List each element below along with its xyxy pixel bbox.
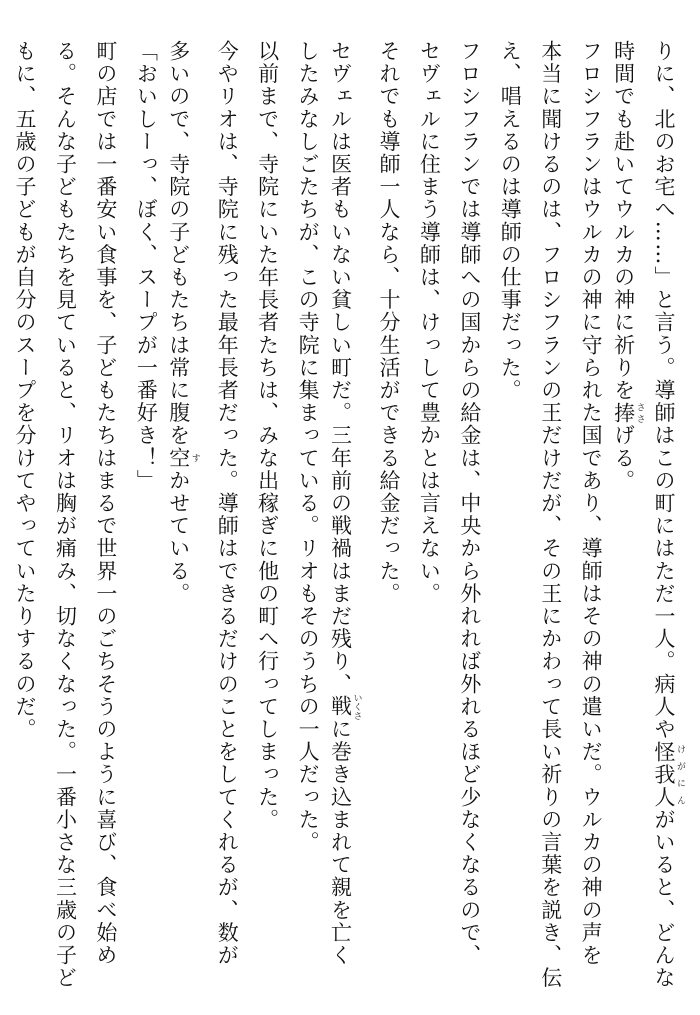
text-line xyxy=(376,40,402,970)
text-line xyxy=(295,40,321,970)
text-segment: 「おいしーっ、ぼく、スープが一番好き！」 xyxy=(134,40,159,492)
ruby-reading: す xyxy=(189,446,200,470)
text-line xyxy=(93,40,119,970)
text-line xyxy=(538,40,564,990)
ruby-annotation xyxy=(611,401,645,425)
ruby-annotation xyxy=(652,740,685,809)
text-segment: げる。 xyxy=(611,424,636,493)
text-segment: フロシフランはウルカの神に守られた国であり、導師はその神の遣いだ。ウルカの神の声を xyxy=(579,40,604,967)
ruby-reading: いくさ xyxy=(351,693,362,721)
vertical-text-body xyxy=(12,40,685,990)
text-line xyxy=(578,40,604,970)
text-line xyxy=(52,40,78,990)
ruby-reading: ささ xyxy=(634,401,645,425)
text-segment: がいると、どんな xyxy=(652,808,676,990)
text-segment: りに、北のお宅へ……」と言う。導師はこの町にはただ一人。病人や xyxy=(652,40,676,741)
text-line xyxy=(12,40,38,970)
ruby-base: 戦 xyxy=(328,693,353,721)
text-segment: 町の店では一番安い食事を、子どもたちはまるで世界一のごちそうのように喜び、食べ始め xyxy=(93,40,118,967)
text-segment: に巻き込まれて親を亡く xyxy=(328,718,353,967)
text-segment: 多いので、寺院の子どもたちは常に腹を xyxy=(166,40,191,447)
text-line xyxy=(166,40,200,970)
text-segment: 今やリオは、寺院に残った最年長者だった。導師はできるだけのことをしてくれるが、数が xyxy=(215,40,240,967)
text-line xyxy=(328,40,362,970)
ruby-annotation xyxy=(328,693,362,721)
text-segment: 時間でも赴いてウルカの神に祈りを xyxy=(611,40,636,402)
text-line xyxy=(652,40,685,990)
text-segment: セヴェルに住まう導師は、けっして豊かとは言えない。 xyxy=(417,40,442,605)
text-segment: 以前まで、寺院にいた年長者たちは、みな出稼ぎに他の町へ行ってしまった。 xyxy=(255,40,280,831)
text-line xyxy=(497,40,523,970)
text-segment: かせている。 xyxy=(166,469,191,606)
text-line xyxy=(133,40,159,970)
text-segment: それでも導師一人なら、十分生活ができる給金だった。 xyxy=(376,40,401,605)
text-segment: え、唱えるのは導師の仕事だった。 xyxy=(498,40,523,402)
text-segment: もに、五歳の子どもが自分のスープを分けてやっていたりするのだ。 xyxy=(13,40,37,741)
text-line xyxy=(416,40,442,970)
text-line xyxy=(214,40,240,970)
text-segment: 本当に聞けるのは、フロシフランの王だけだが、その王にかわって長い祈りの言葉を説き、伝 xyxy=(538,40,563,990)
text-line xyxy=(255,40,281,970)
ruby-annotation xyxy=(166,446,200,470)
text-line xyxy=(611,40,645,970)
ruby-base: 怪我人 xyxy=(652,740,676,809)
text-segment: フロシフランでは導師への国からの給金は、中央から外れれば外れるほど少なくなるので、 xyxy=(457,40,482,967)
ruby-base: 空 xyxy=(166,446,191,470)
ruby-reading: けがにん xyxy=(675,740,685,809)
ruby-base: 捧 xyxy=(611,401,636,425)
text-segment: セヴェルは医者もいない貧しい町だ。三年前の戦禍はまだ残り、 xyxy=(328,40,353,696)
text-segment: したみなしごたちが、この寺院に集まっている。リオもそのうちの一人だった。 xyxy=(296,40,321,854)
text-line xyxy=(457,40,483,970)
text-segment: る。そんな子どもたちを見ていると、リオは胸が痛み、切なくなった。一番小さな三歳の子ど xyxy=(53,40,78,990)
